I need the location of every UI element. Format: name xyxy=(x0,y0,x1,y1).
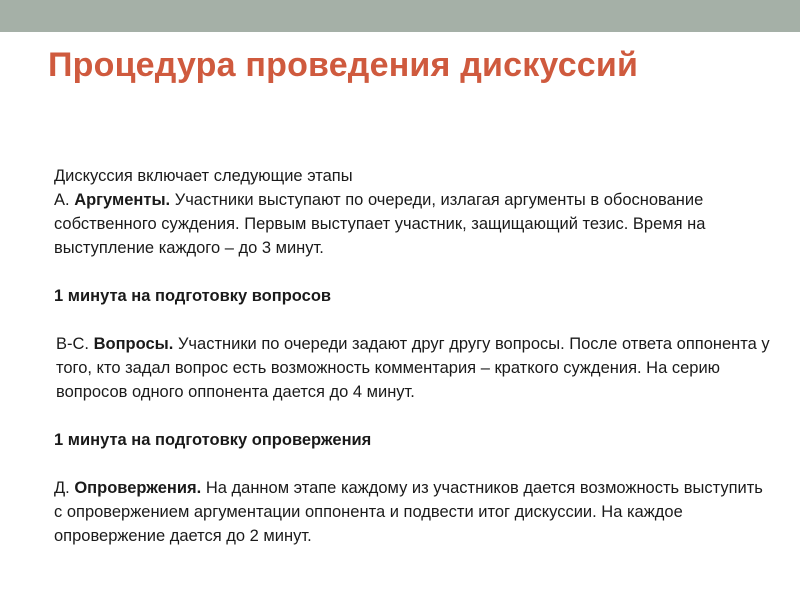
stage-a-letter: А. xyxy=(54,191,75,209)
prep-questions-text: 1 минута на подготовку вопросов xyxy=(54,287,332,305)
stage-bc-text: Участники по очереди задают друг другу вопросы. После ответа оппонента у того, кто задал вопрос есть возможность комментария – краткого суждения. На серию вопросов одного оппонента дается до 4 минут. xyxy=(56,335,770,401)
spacer xyxy=(54,308,774,332)
spacer xyxy=(54,404,774,428)
slide-title: Процедура проведения дискуссий xyxy=(48,46,639,84)
intro-text: Дискуссия включает следующие этапы xyxy=(54,167,353,185)
stage-bc-name: Вопросы. xyxy=(93,335,174,353)
stage-d-paragraph xyxy=(54,476,774,548)
stage-bc-paragraph xyxy=(54,332,774,404)
prep-refutation-text: 1 минута на подготовку опровержения xyxy=(54,431,372,449)
spacer xyxy=(54,452,774,476)
header-bar xyxy=(0,0,800,32)
stage-bc-letter: В-С. xyxy=(56,335,94,353)
stage-a-paragraph xyxy=(54,188,774,260)
stage-d-text: На данном этапе каждому из участников дается возможность выступить с опровержением аргументации оппонента и подвести итог дискуссии. На каждое опровержение дается до 2 минут. xyxy=(54,479,763,545)
stage-a-name: Аргументы. xyxy=(74,191,171,209)
stage-a-text: Участники выступают по очереди, излагая аргументы в обоснование собственного суждения. Первым выступает участник, защищающий тезис. Время на выступление каждого – до 3 минут. xyxy=(54,191,706,257)
stage-d-letter: Д. xyxy=(54,479,75,497)
stage-d-name: Опровержения. xyxy=(74,479,202,497)
spacer xyxy=(54,260,774,284)
slide-body xyxy=(54,164,774,548)
